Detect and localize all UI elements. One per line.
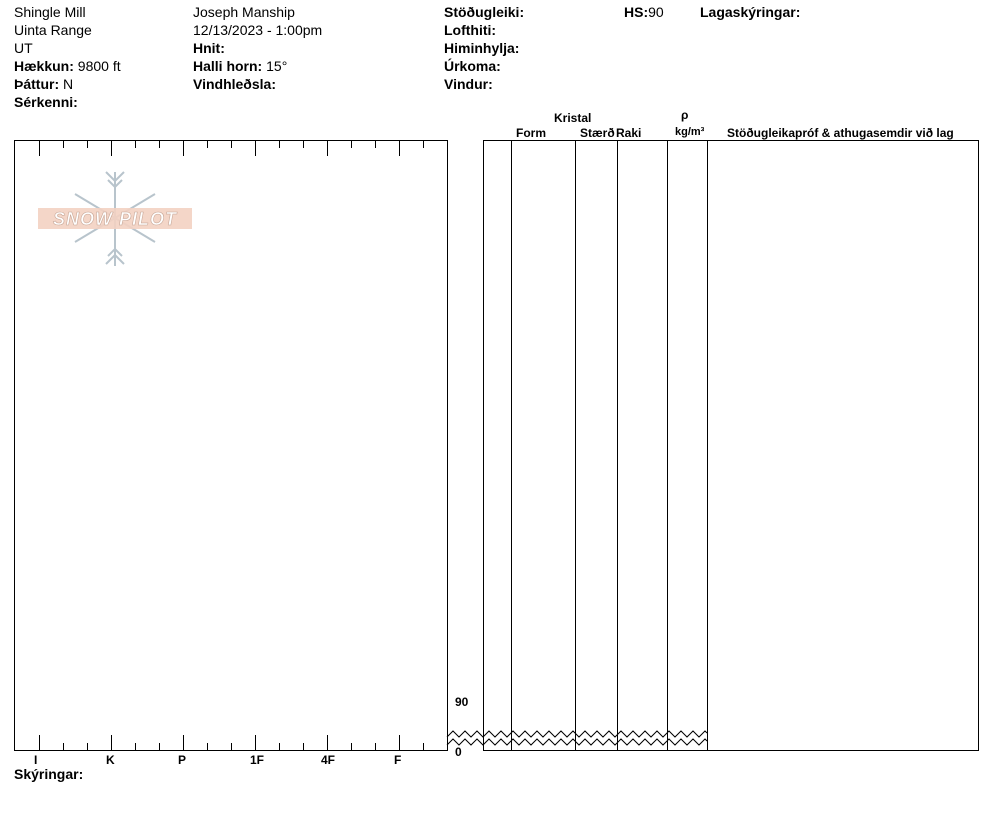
coords-label: Hnit: — [193, 40, 225, 56]
hardness-label-k: K — [106, 753, 115, 767]
wind-loading-label: Vindhleðsla: — [193, 76, 276, 92]
air-temp-label: Lofthiti: — [444, 22, 497, 38]
stability-label: Stöðugleiki: — [444, 4, 525, 20]
wind-label: Vindur: — [444, 76, 493, 92]
hs-label: HS: — [624, 4, 649, 20]
hardness-label-f: F — [394, 753, 402, 767]
observer-name: Joseph Manship — [193, 4, 295, 20]
layer-notes-label: Lagaskýringar: — [700, 4, 801, 20]
logo-text: SNOW PILOT — [53, 209, 177, 229]
depth-bottom-label: 0 — [455, 745, 462, 759]
location-state: UT — [14, 40, 33, 56]
aspect-label: Þáttur: — [14, 76, 60, 92]
elevation-value: 9800 ft — [77, 58, 121, 74]
location-name: Shingle Mill — [14, 4, 86, 20]
form-header: Form — [516, 126, 546, 140]
rho-header: ρ — [681, 108, 689, 122]
slope-label: Halli horn: — [193, 58, 263, 74]
location-range: Uinta Range — [14, 22, 92, 38]
density-unit-header: kg/m³ — [675, 126, 705, 138]
aspect-value: N — [63, 76, 74, 92]
sky-label: Himinhylja: — [444, 40, 520, 56]
legend-label: Skýringar: — [14, 766, 84, 782]
moisture-header: Raki — [616, 126, 642, 140]
comments-header: Stöðugleikapróf & athugasemdir við lag — [727, 126, 954, 140]
elevation-label: Hækkun: — [14, 58, 74, 74]
slope-value: 15° — [266, 58, 288, 74]
size-header: Stærð — [580, 126, 615, 140]
hs-value: 90 — [648, 4, 664, 20]
hardness-label-4f: 4F — [321, 753, 336, 767]
crystal-header: Kristal — [554, 111, 592, 125]
precip-label: Úrkoma: — [444, 58, 501, 74]
hardness-label-i: I — [34, 753, 38, 767]
hardness-label-1f: 1F — [250, 753, 265, 767]
depth-top-label: 90 — [455, 695, 469, 709]
observation-datetime: 12/13/2023 - 1:00pm — [193, 22, 323, 38]
hardness-label-p: P — [178, 753, 187, 767]
features-label: Sérkenni: — [14, 94, 78, 110]
